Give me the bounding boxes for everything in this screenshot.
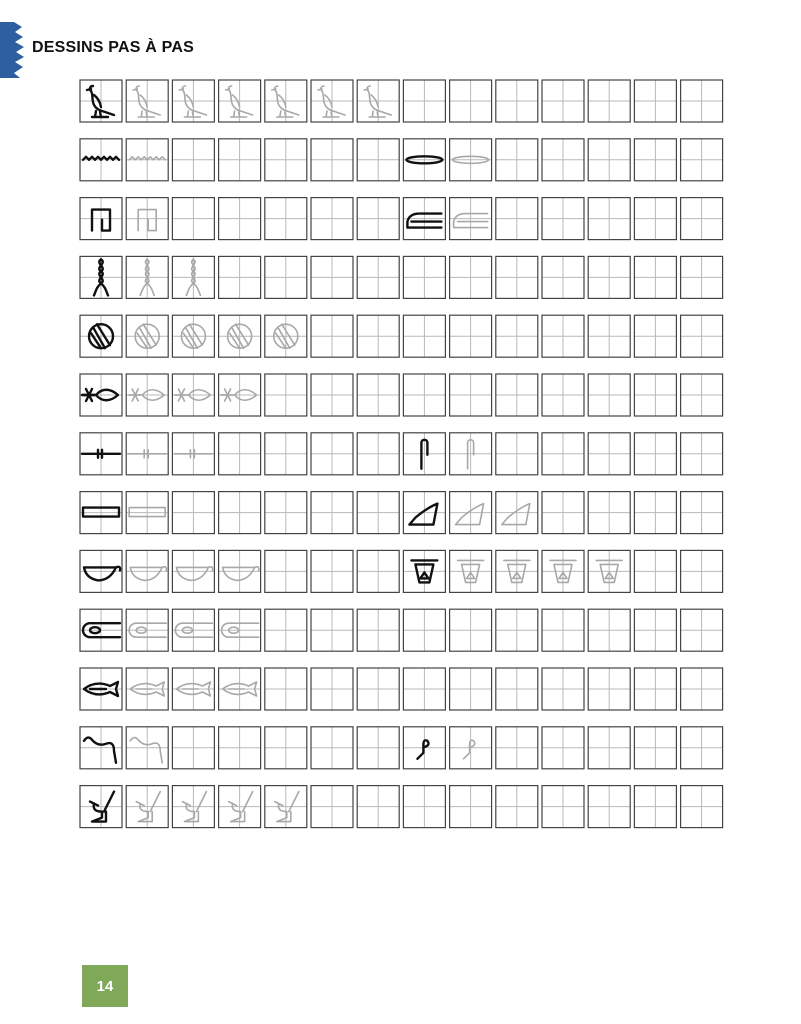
practice-box [450, 198, 492, 240]
practice-box [311, 315, 353, 357]
practice-box [588, 786, 630, 828]
practice-box [357, 374, 399, 416]
practice-box [357, 550, 399, 592]
hill-slope-step-icon [456, 504, 484, 525]
practice-box [450, 433, 492, 475]
practice-box [542, 256, 584, 298]
practice-box [126, 492, 168, 534]
hook-step-icon [464, 740, 475, 759]
practice-box [126, 727, 168, 769]
hill-slope-model-icon [409, 504, 437, 525]
practice-box [80, 80, 122, 122]
practice-box [219, 139, 261, 181]
practice-box [219, 256, 261, 298]
practice-box [450, 609, 492, 651]
practice-box [634, 727, 676, 769]
practice-box [80, 786, 122, 828]
practice-box [450, 786, 492, 828]
practice-box [403, 139, 445, 181]
practice-box [311, 609, 353, 651]
practice-box [172, 374, 214, 416]
practice-box [542, 668, 584, 710]
practice-box [403, 198, 445, 240]
basket-with-handle-step-icon [130, 567, 166, 581]
practice-box [219, 550, 261, 592]
practice-box [126, 374, 168, 416]
practice-box [588, 139, 630, 181]
practice-box [265, 374, 307, 416]
practice-box [681, 668, 723, 710]
practice-box [265, 668, 307, 710]
practice-box [542, 315, 584, 357]
practice-box [265, 786, 307, 828]
practice-box [219, 609, 261, 651]
practice-box [403, 668, 445, 710]
practice-box [542, 198, 584, 240]
practice-box [80, 668, 122, 710]
practice-box [219, 492, 261, 534]
horned-viper-step-icon [130, 738, 162, 763]
practice-box [542, 550, 584, 592]
practice-box [450, 374, 492, 416]
practice-box [265, 609, 307, 651]
practice-box [172, 433, 214, 475]
practice-box [681, 727, 723, 769]
practice-box [403, 315, 445, 357]
practice-box [403, 727, 445, 769]
practice-box [126, 668, 168, 710]
practice-box [681, 550, 723, 592]
practice-box [450, 668, 492, 710]
practice-box [357, 315, 399, 357]
practice-box [496, 433, 538, 475]
practice-box [311, 786, 353, 828]
practice-box [126, 609, 168, 651]
practice-box [265, 727, 307, 769]
practice-box [403, 80, 445, 122]
practice-box [265, 198, 307, 240]
practice-box [265, 433, 307, 475]
practice-box [681, 256, 723, 298]
practice-box [496, 374, 538, 416]
practice-box [588, 492, 630, 534]
practice-box [357, 727, 399, 769]
practice-box [496, 256, 538, 298]
practice-box [634, 374, 676, 416]
practice-box [172, 80, 214, 122]
practice-box [496, 315, 538, 357]
practice-box [126, 433, 168, 475]
practice-box [496, 668, 538, 710]
practice-box [634, 433, 676, 475]
practice-box [681, 433, 723, 475]
practice-box [588, 727, 630, 769]
practice-box [126, 256, 168, 298]
practice-box [80, 139, 122, 181]
practice-box [634, 492, 676, 534]
practice-box [126, 315, 168, 357]
basket-with-handle-step-icon [223, 567, 259, 581]
practice-box [588, 433, 630, 475]
practice-box [634, 609, 676, 651]
practice-box [80, 550, 122, 592]
practice-box [542, 727, 584, 769]
practice-box [265, 80, 307, 122]
practice-box [357, 492, 399, 534]
practice-box [542, 139, 584, 181]
practice-box [634, 139, 676, 181]
practice-box [634, 80, 676, 122]
hill-slope-step-icon [502, 504, 530, 525]
practice-box [588, 256, 630, 298]
page-number: 14 [96, 977, 114, 995]
practice-box [219, 315, 261, 357]
practice-box [403, 433, 445, 475]
practice-box [219, 727, 261, 769]
practice-box [172, 256, 214, 298]
practice-box [311, 550, 353, 592]
practice-box [588, 80, 630, 122]
horned-viper-model-icon [84, 738, 116, 763]
page-title: DESSINS PAS À PAS [32, 39, 194, 56]
practice-box [265, 256, 307, 298]
practice-box [357, 256, 399, 298]
practice-box [126, 198, 168, 240]
practice-box [172, 139, 214, 181]
practice-box [542, 374, 584, 416]
practice-box [496, 492, 538, 534]
practice-box [311, 198, 353, 240]
practice-box [496, 727, 538, 769]
practice-box [681, 609, 723, 651]
practice-box [542, 80, 584, 122]
practice-box [219, 668, 261, 710]
practice-box [265, 550, 307, 592]
practice-box [311, 374, 353, 416]
practice-box [542, 433, 584, 475]
practice-box [496, 550, 538, 592]
practice-box [588, 198, 630, 240]
practice-box [634, 256, 676, 298]
practice-box [634, 786, 676, 828]
practice-box [403, 786, 445, 828]
practice-box [311, 139, 353, 181]
practice-box [80, 315, 122, 357]
practice-box [496, 198, 538, 240]
practice-box [357, 433, 399, 475]
practice-box [450, 256, 492, 298]
practice-box [634, 315, 676, 357]
practice-box [542, 609, 584, 651]
practice-box [126, 786, 168, 828]
practice-box [681, 139, 723, 181]
practice-box [542, 786, 584, 828]
practice-box [681, 315, 723, 357]
practice-box [219, 80, 261, 122]
practice-box [588, 374, 630, 416]
practice-box [172, 786, 214, 828]
practice-box [311, 80, 353, 122]
basket-with-handle-model-icon [84, 567, 120, 581]
practice-box [450, 550, 492, 592]
practice-box [681, 80, 723, 122]
practice-box [588, 315, 630, 357]
page-number-badge [82, 965, 128, 1007]
practice-box [403, 550, 445, 592]
practice-box [126, 80, 168, 122]
practice-box [450, 315, 492, 357]
practice-box [265, 139, 307, 181]
practice-box [126, 139, 168, 181]
practice-box [80, 374, 122, 416]
practice-box [172, 668, 214, 710]
practice-box [219, 198, 261, 240]
practice-box [403, 492, 445, 534]
practice-box [681, 786, 723, 828]
practice-box [681, 374, 723, 416]
practice-box [80, 433, 122, 475]
practice-box [172, 198, 214, 240]
practice-box [219, 786, 261, 828]
practice-box [357, 139, 399, 181]
practice-box [588, 668, 630, 710]
door-bolt-line-model-icon [82, 450, 120, 458]
practice-box [450, 139, 492, 181]
practice-box [311, 492, 353, 534]
practice-box [496, 139, 538, 181]
practice-box [311, 668, 353, 710]
hook-model-icon [417, 740, 428, 759]
practice-box [357, 786, 399, 828]
practice-box [172, 315, 214, 357]
practice-box [311, 256, 353, 298]
practice-box [403, 374, 445, 416]
practice-box [588, 609, 630, 651]
practice-box [357, 198, 399, 240]
practice-box [80, 727, 122, 769]
basket-with-handle-step-icon [176, 567, 212, 581]
practice-box [542, 492, 584, 534]
practice-box [450, 727, 492, 769]
practice-box [357, 609, 399, 651]
practice-box [265, 492, 307, 534]
practice-box [588, 550, 630, 592]
practice-box [172, 609, 214, 651]
practice-box [172, 727, 214, 769]
practice-box [496, 786, 538, 828]
practice-box [403, 609, 445, 651]
practice-box [172, 492, 214, 534]
practice-box [172, 550, 214, 592]
practice-box [265, 315, 307, 357]
practice-box [450, 80, 492, 122]
practice-box [126, 550, 168, 592]
practice-box [80, 198, 122, 240]
practice-box [634, 550, 676, 592]
practice-box [450, 492, 492, 534]
practice-box [311, 433, 353, 475]
practice-box [496, 609, 538, 651]
practice-box [681, 492, 723, 534]
practice-box [496, 80, 538, 122]
practice-box [219, 433, 261, 475]
practice-box [403, 256, 445, 298]
practice-box [80, 609, 122, 651]
practice-box [219, 374, 261, 416]
practice-box [311, 727, 353, 769]
practice-box [80, 256, 122, 298]
practice-box [681, 198, 723, 240]
practice-box [634, 668, 676, 710]
practice-box [357, 668, 399, 710]
practice-box [357, 80, 399, 122]
practice-box [634, 198, 676, 240]
practice-box [80, 492, 122, 534]
